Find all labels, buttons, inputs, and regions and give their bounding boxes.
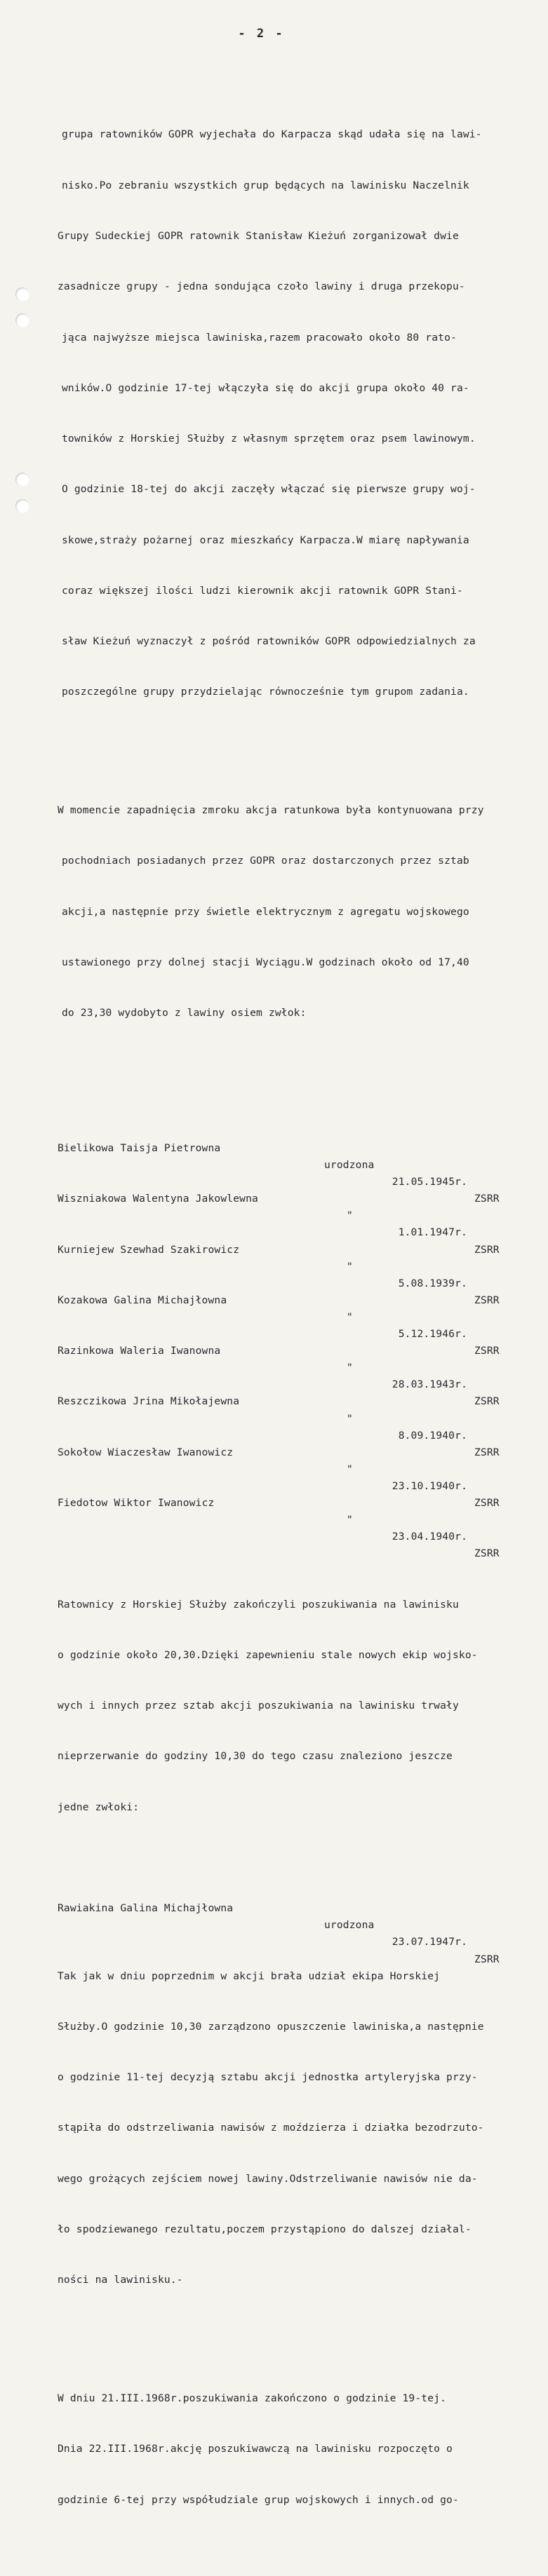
text-line: wników.O godzinie 17-tej włączyła się do akcji grupa około 40 ra- — [62, 381, 469, 394]
text-line: skowe,straży pożarnej oraz mieszkańcy Karpacza.W miarę napływania — [62, 534, 469, 546]
nationality: ZSRR — [474, 1547, 500, 1560]
ditto-mark: " — [347, 1514, 353, 1526]
text-line: ności na lawinisku.- — [58, 2274, 183, 2286]
victim-name: Fiedotow Wiktor Iwanowicz — [58, 1496, 215, 1509]
text-line: jedne zwłoki: — [58, 1801, 140, 1813]
text-line: coraz większej ilości ludzi kierownik akcji ratownik GOPR Stani- — [62, 584, 463, 597]
nationality: ZSRR — [474, 1345, 500, 1357]
punch-hole-icon — [15, 287, 29, 301]
victim-name: Wiszniakowa Walentyna Jakowlewna — [58, 1193, 258, 1205]
text-line: o godzinie 11-tej decyzją sztabu akcji jednostka artyleryjska przy- — [58, 2071, 478, 2084]
victim-name: Razinkowa Waleria Iwanowna — [58, 1345, 221, 1357]
victim-name: Kozakowa Galina Michajłowna — [58, 1294, 227, 1306]
ditto-mark: " — [347, 1260, 353, 1273]
ditto-mark: " — [347, 1310, 353, 1323]
nationality: ZSRR — [474, 1294, 500, 1306]
text-line: pochodniach posiadanych przez GOPR oraz dostarczonych przez sztab — [62, 855, 469, 867]
birth-date: 8.09.1940r. — [398, 1429, 467, 1442]
text-line: Dnia 22.III.1968r.akcję poszukiwawczą na lawinisku rozpoczęto o — [58, 2443, 453, 2455]
birth-date: 5.08.1939r. — [398, 1277, 467, 1289]
nationality: ZSRR — [474, 1395, 500, 1408]
text-line: do 23,30 wydobyto z lawiny osiem zwłok: — [62, 1007, 307, 1019]
list-item — [58, 1478, 535, 1560]
victim-name: Sokołow Wiaczesław Iwanowicz — [58, 1446, 234, 1458]
birth-date: 21.05.1945r. — [392, 1176, 467, 1188]
text-line: o godzinie około 20,30.Dzięki zapewnieniu stale nowych ekip wojsko- — [58, 1648, 478, 1661]
text-line: W dniu 21.III.1968r.poszukiwania zakończono o godzinie 19-tej. — [58, 2392, 447, 2404]
ditto-mark: " — [347, 1362, 353, 1374]
birth-date: 23.04.1940r. — [392, 1531, 467, 1543]
victim-name: Kurniejew Szewhad Szakirowicz — [58, 1243, 240, 1256]
born-label: urodzona — [324, 1919, 375, 1932]
text-line: sław Kieżuń wyznaczył z pośród ratowników GOPR odpowiedzialnych za — [62, 635, 476, 648]
paragraph-1 — [58, 93, 535, 735]
text-line: wego grożących zejściem nowej lawiny.Odstrzeliwanie nawisów nie da- — [58, 2172, 478, 2185]
text-line: godzinie 6-tej przy współudziale grup wojskowych i innych.od go- — [58, 2493, 459, 2506]
nationality: ZSRR — [474, 1496, 500, 1509]
nationality: ZSRR — [474, 1243, 500, 1256]
text-line: nieprzerwanie do godziny 10,30 do tego czasu znaleziono jeszcze — [58, 1750, 453, 1763]
text-line: stąpiła do odstrzeliwania nawisów z moździerza i działka bezodrzuto- — [58, 2122, 484, 2134]
text-line: nisko.Po zebraniu wszystkich grup będących na lawinisku Naczelnik — [62, 179, 469, 191]
ditto-mark: " — [347, 1463, 353, 1475]
text-line: Grupy Sudeckiej GOPR ratownik Stanisław Kieżuń zorganizował dwie — [58, 229, 459, 242]
text-line: Ratownicy z Horskiej Służby zakończyli poszukiwania na lawinisku — [58, 1598, 459, 1611]
text-line: akcji,a następnie przy świetle elektrycznym z agregatu wojskowego — [62, 905, 469, 918]
born-label: urodzona — [324, 1159, 375, 1172]
text-line: ustawionego przy dolnej stacji Wyciągu.W godzinach około od 17,40 — [62, 956, 469, 968]
birth-date: 5.12.1946r. — [398, 1328, 467, 1341]
paragraph-5 — [58, 2357, 535, 2542]
text-line: O godzinie 18-tej do akcji zaczęły włączać się pierwsze grupy woj- — [62, 483, 476, 496]
list-item — [58, 1883, 535, 1965]
ditto-mark: " — [347, 1209, 353, 1222]
paragraph-3 — [58, 1562, 535, 1850]
text-line: towników z Horskiej Służby z własnym sprzętem oraz psem lawinowym. — [62, 433, 476, 445]
birth-date: 23.10.1940r. — [392, 1479, 467, 1492]
text-line: poszczególne grupy przydzielając równocześnie tym grupom zadania. — [62, 686, 469, 698]
punch-hole-icon — [15, 473, 29, 487]
punch-hole-icon — [15, 499, 29, 513]
paragraph-2 — [58, 768, 535, 1056]
nationality: ZSRR — [474, 1953, 500, 1965]
text-line: wych i innych przez sztab akcji poszukiwania na lawinisku trwały — [58, 1700, 459, 1712]
nationality: ZSRR — [474, 1446, 500, 1458]
punch-hole-icon — [15, 313, 29, 327]
text-line: Tak jak w dniu poprzednim w akcji brała udział ekipa Horskiej — [58, 1970, 441, 1982]
page-number: - 2 - — [238, 27, 285, 41]
text-line: zasadnicze grupy - jedna sondująca czoło lawiny i druga przekopu- — [58, 280, 465, 293]
victim-name: Reszczikowa Jrina Mikołajewna — [58, 1395, 240, 1408]
paragraph-4 — [58, 1934, 535, 2322]
text-line: ło spodziewanego rezultatu,poczem przystąpiono do dalszej działal- — [58, 2223, 472, 2235]
birth-date: 1.01.1947r. — [398, 1226, 467, 1239]
text-line: jąca najwyższe miejsca lawiniska,razem pracowało około 80 rato- — [62, 331, 457, 344]
victim-name: Rawiakina Galina Michajłowna — [58, 1902, 234, 1915]
birth-date: 23.07.1947r. — [392, 1936, 467, 1948]
victim-name: Bielikowa Taisja Pietrowna — [58, 1142, 221, 1154]
birth-date: 28.03.1943r. — [392, 1378, 467, 1391]
text-line: Służby.O godzinie 10,30 zarządzono opuszczenie lawiniska,a następnie — [58, 2020, 484, 2033]
ditto-mark: " — [347, 1412, 353, 1425]
text-line: W momencie zapadnięcia zmroku akcja ratunkowa była kontynuowana przy — [58, 804, 484, 817]
document-body — [58, 59, 535, 2576]
victims-list — [58, 1090, 535, 1560]
text-line: grupa ratowników GOPR wyjechała do Karpacza skąd udała się na lawi- — [62, 128, 482, 141]
nationality: ZSRR — [474, 1193, 500, 1205]
